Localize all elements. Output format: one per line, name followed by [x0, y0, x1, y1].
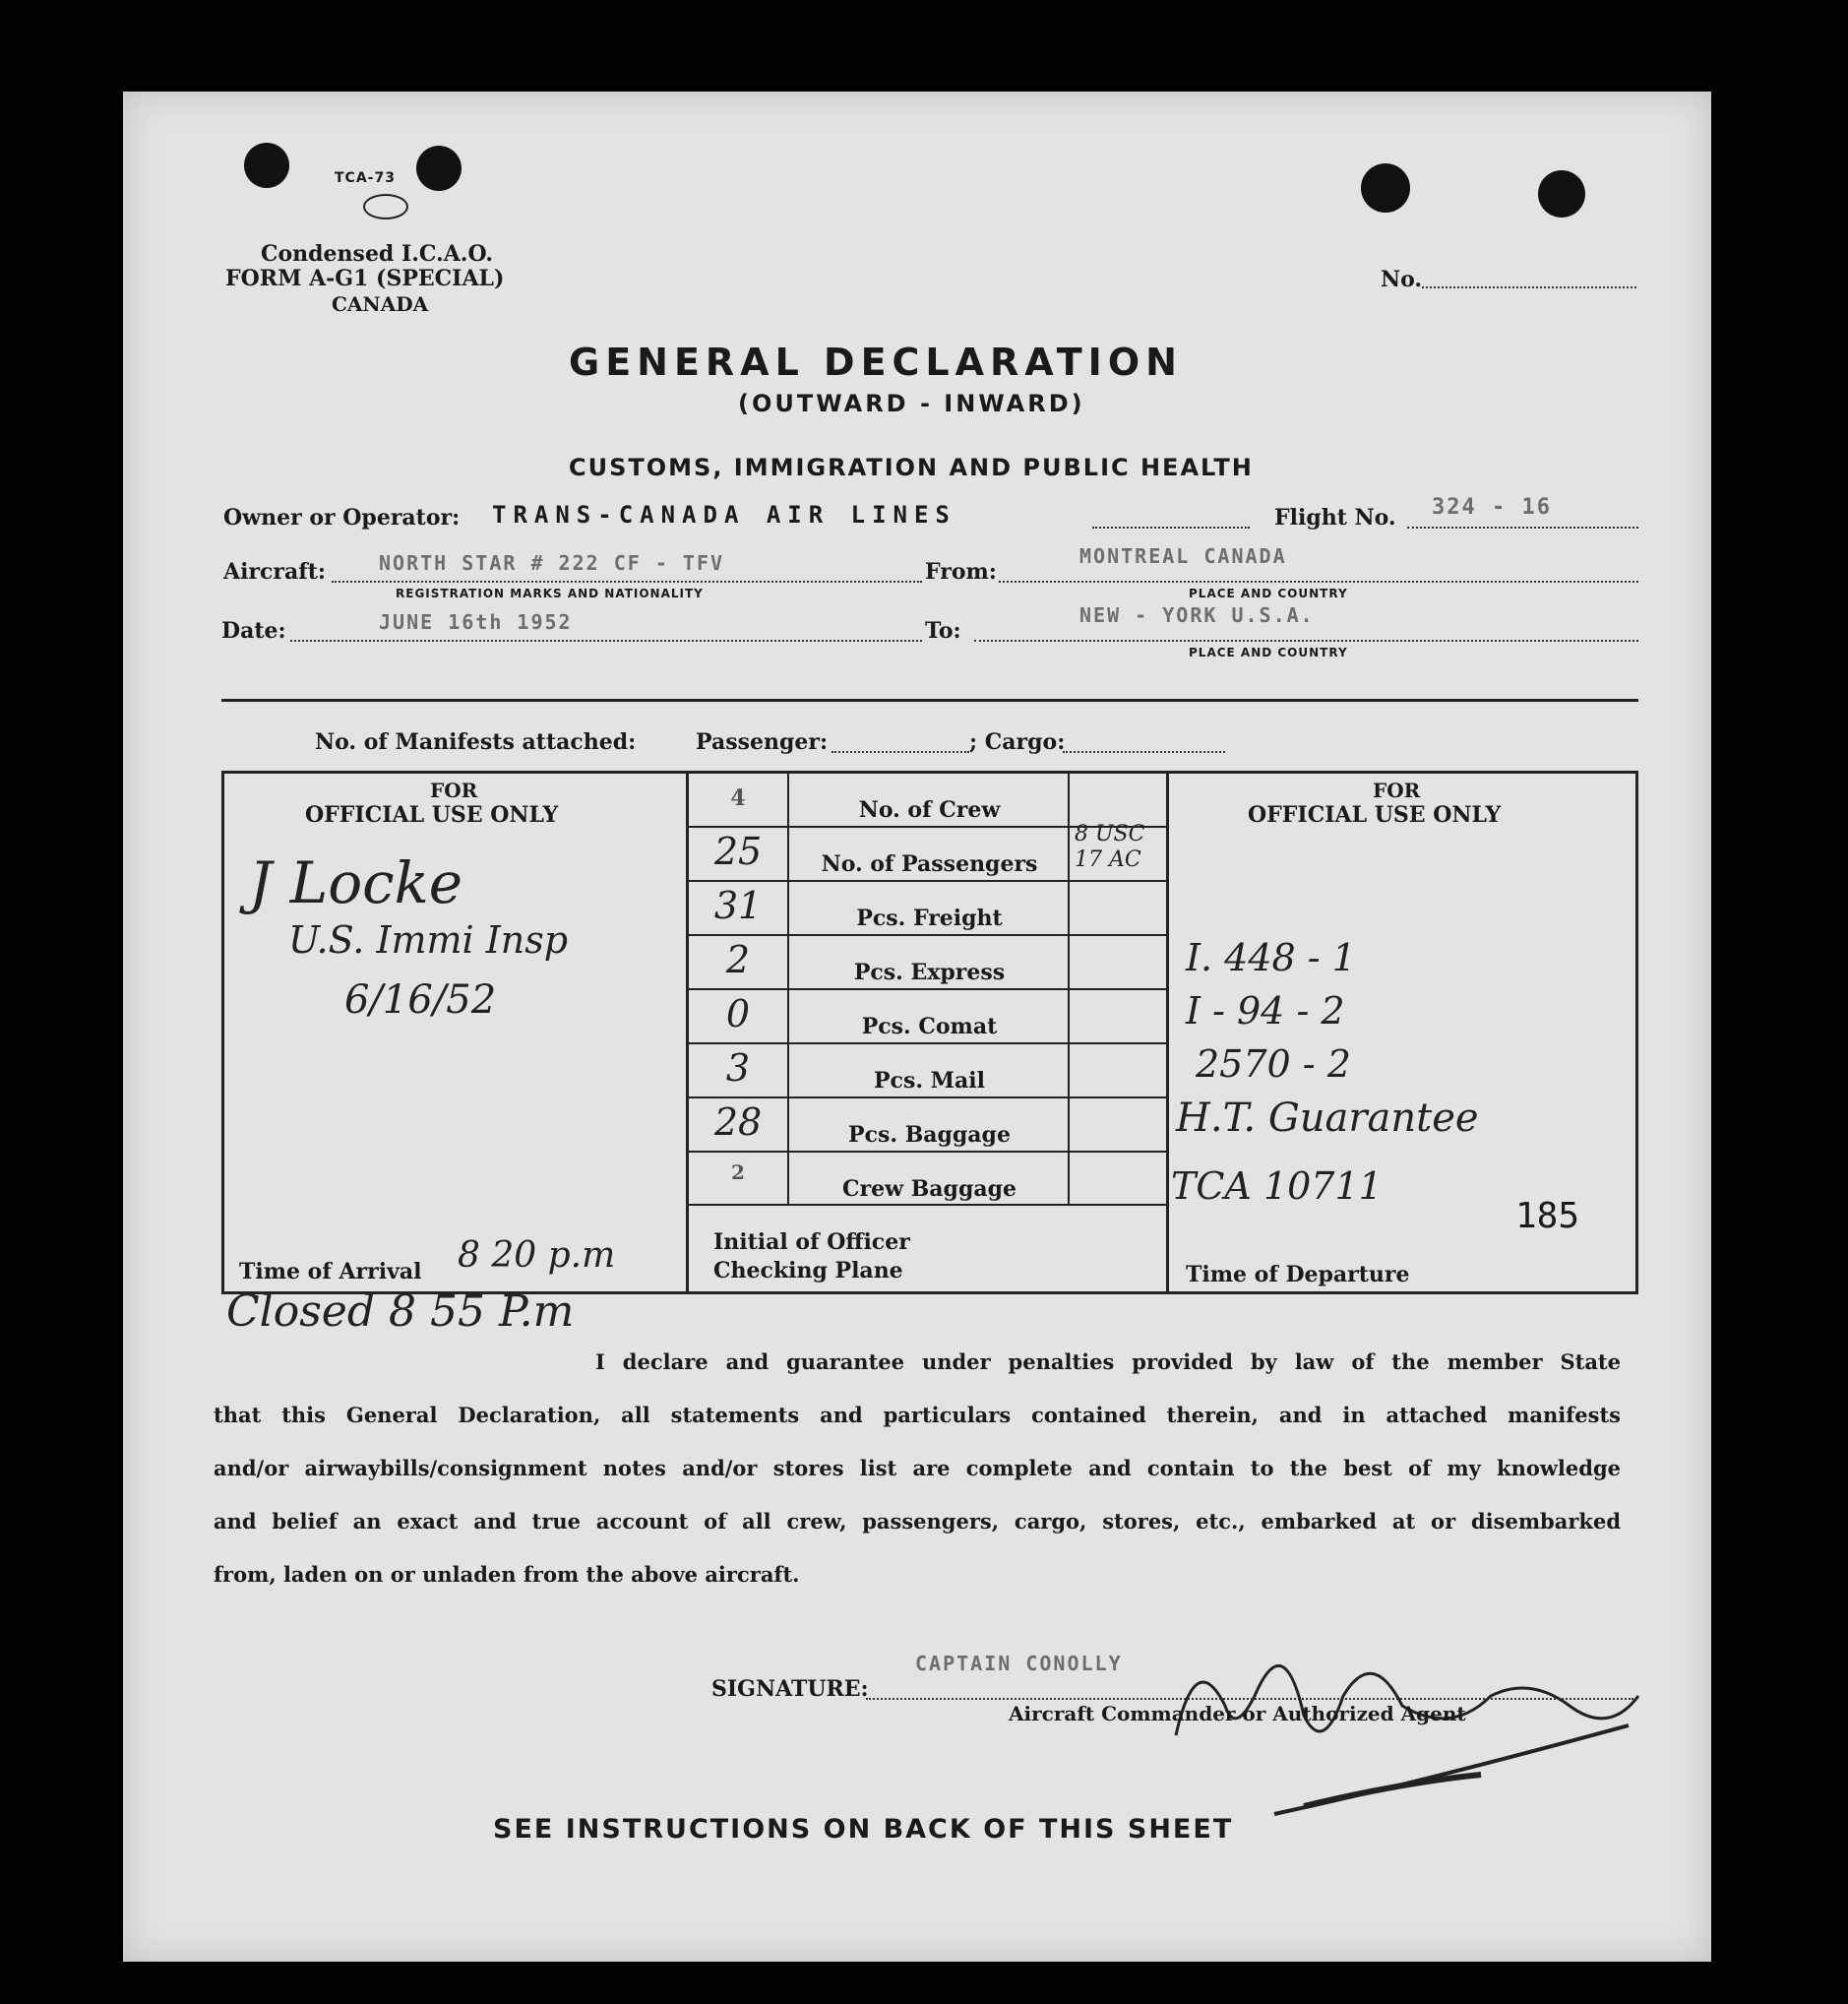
manifests-cargo-line: [1063, 751, 1225, 753]
date-value: JUNE 16th 1952: [379, 610, 573, 634]
from-caption: PLACE AND COUNTRY: [1189, 587, 1348, 600]
to-caption: PLACE AND COUNTRY: [1189, 646, 1348, 659]
mail-count: 3: [725, 1046, 751, 1090]
date-line: [290, 640, 922, 642]
aircraft-value: NORTH STAR # 222 CF - TFV: [379, 551, 725, 575]
section-heading: CUSTOMS, IMMIGRATION AND PUBLIC HEALTH: [569, 454, 1254, 481]
signature-caption: Aircraft Commander or Authorized Agent: [1009, 1702, 1466, 1725]
official-for-left: FOR: [430, 779, 478, 802]
aircraft-caption: REGISTRATION MARKS AND NATIONALITY: [396, 587, 704, 600]
mail-label: Pcs. Mail: [874, 1068, 985, 1094]
to-value: NEW - YORK U.S.A.: [1079, 603, 1315, 627]
form-number-label: No.: [1381, 267, 1423, 292]
official-note-4: H.T. Guarantee: [1176, 1096, 1479, 1141]
declaration-line-4: and belief an exact and true account of all crew, passengers, cargo, stores, etc., embarked at or disembarked: [214, 1509, 1621, 1534]
comat-label: Pcs. Comat: [861, 1014, 998, 1039]
freight-count: 31: [713, 884, 763, 927]
manifests-passenger-line: [832, 751, 969, 753]
baggage-count: 28: [713, 1100, 763, 1144]
signature-typed-name: CAPTAIN CONOLLY: [915, 1652, 1123, 1675]
stamp-number: 185: [1515, 1196, 1580, 1236]
document-page: [123, 92, 1711, 1962]
declaration-line-5: from, laden on or unladen from the above aircraft.: [214, 1562, 800, 1587]
date-label: Date:: [221, 618, 286, 644]
crew-baggage-count: 2: [731, 1160, 745, 1184]
form-header-line2: FORM A-G1 (SPECIAL): [225, 266, 505, 291]
from-label: From:: [925, 559, 997, 585]
manifests-label: No. of Manifests attached:: [315, 729, 637, 755]
express-label: Pcs. Express: [853, 960, 1006, 985]
official-for-right: FOR: [1373, 779, 1421, 802]
from-line: [999, 581, 1638, 583]
form-code: TCA-73: [335, 170, 396, 186]
punch-hole: [244, 143, 289, 188]
passengers-count: 25: [713, 830, 763, 873]
crew-label: No. of Crew: [858, 797, 1001, 823]
punch-hole: [1361, 163, 1410, 213]
table-row-line: [689, 880, 1166, 882]
closed-note: Closed 8 55 P.m: [226, 1286, 575, 1337]
baggage-label: Pcs. Baggage: [848, 1122, 1011, 1148]
passengers-note: 8 USC 17 AC: [1075, 822, 1145, 872]
owner-line: [1092, 527, 1250, 529]
table-row-line: [689, 1204, 1166, 1206]
aircraft-label: Aircraft:: [223, 559, 327, 585]
express-count: 2: [725, 938, 751, 981]
official-note-3: 2570 - 2: [1196, 1042, 1351, 1086]
declaration-line-3: and/or airwaybills/consignment notes and/or stores list are complete and contain to the best of my knowledge: [214, 1456, 1621, 1480]
footer-instructions: SEE INSTRUCTIONS ON BACK OF THIS SHEET: [493, 1814, 1234, 1845]
punch-hole: [1538, 170, 1585, 218]
table-row-line: [689, 988, 1166, 990]
flight-label: Flight No.: [1274, 505, 1396, 531]
form-header-line3: CANADA: [332, 292, 429, 316]
owner-value: TRANS-CANADA AIR LINES: [492, 501, 956, 529]
to-line: [974, 640, 1638, 642]
freight-label: Pcs. Freight: [856, 906, 1003, 931]
time-departure-label: Time of Departure: [1186, 1262, 1410, 1287]
manifests-passenger-label: Passenger:: [696, 729, 829, 755]
initial-officer-label: Initial of Officer: [713, 1229, 910, 1255]
checking-plane-label: Checking Plane: [713, 1258, 903, 1284]
inspection-date: 6/16/52: [344, 977, 497, 1023]
inspector-signature: J Locke: [249, 849, 463, 916]
from-value: MONTREAL CANADA: [1079, 544, 1287, 568]
form-logo-icon: [363, 194, 408, 219]
to-label: To:: [925, 618, 961, 644]
flight-value: 324 - 16: [1432, 495, 1552, 520]
inspector-title: U.S. Immi Insp: [288, 918, 569, 962]
divider: [221, 699, 1638, 702]
official-use-right: OFFICIAL USE ONLY: [1248, 802, 1502, 828]
flight-line: [1407, 527, 1638, 529]
form-header-line1: Condensed I.C.A.O.: [261, 241, 493, 267]
manifests-cargo-label: ; Cargo:: [969, 729, 1066, 755]
table-row-line: [689, 1042, 1166, 1044]
form-number-line: [1422, 286, 1636, 288]
official-note-1: I. 448 - 1: [1186, 936, 1356, 979]
comat-count: 0: [725, 992, 751, 1035]
declaration-line-2: that this General Declaration, all statements and particulars contained therein, and in attached manifests: [214, 1403, 1621, 1427]
signature-label: SIGNATURE:: [711, 1676, 869, 1702]
aircraft-line: [332, 581, 922, 583]
table-row-line: [689, 1151, 1166, 1153]
official-use-left: OFFICIAL USE ONLY: [305, 802, 559, 828]
official-note-2: I - 94 - 2: [1186, 989, 1345, 1033]
time-arrival-label: Time of Arrival: [239, 1259, 422, 1284]
passengers-label: No. of Passengers: [821, 851, 1038, 877]
page-title: GENERAL DECLARATION: [569, 341, 1183, 384]
table-row-line: [689, 934, 1166, 936]
time-arrival-value: 8 20 p.m: [458, 1235, 616, 1276]
page-subtitle: (OUTWARD - INWARD): [738, 390, 1085, 417]
declaration-line-1: I declare and guarantee under penalties provided by law of the member State: [595, 1349, 1621, 1374]
punch-hole: [416, 146, 462, 191]
table-row-line: [689, 1096, 1166, 1098]
crew-count: 4: [730, 785, 746, 811]
official-note-5: TCA 10711: [1171, 1164, 1383, 1208]
owner-label: Owner or Operator:: [223, 505, 461, 531]
crew-baggage-label: Crew Baggage: [842, 1176, 1016, 1202]
